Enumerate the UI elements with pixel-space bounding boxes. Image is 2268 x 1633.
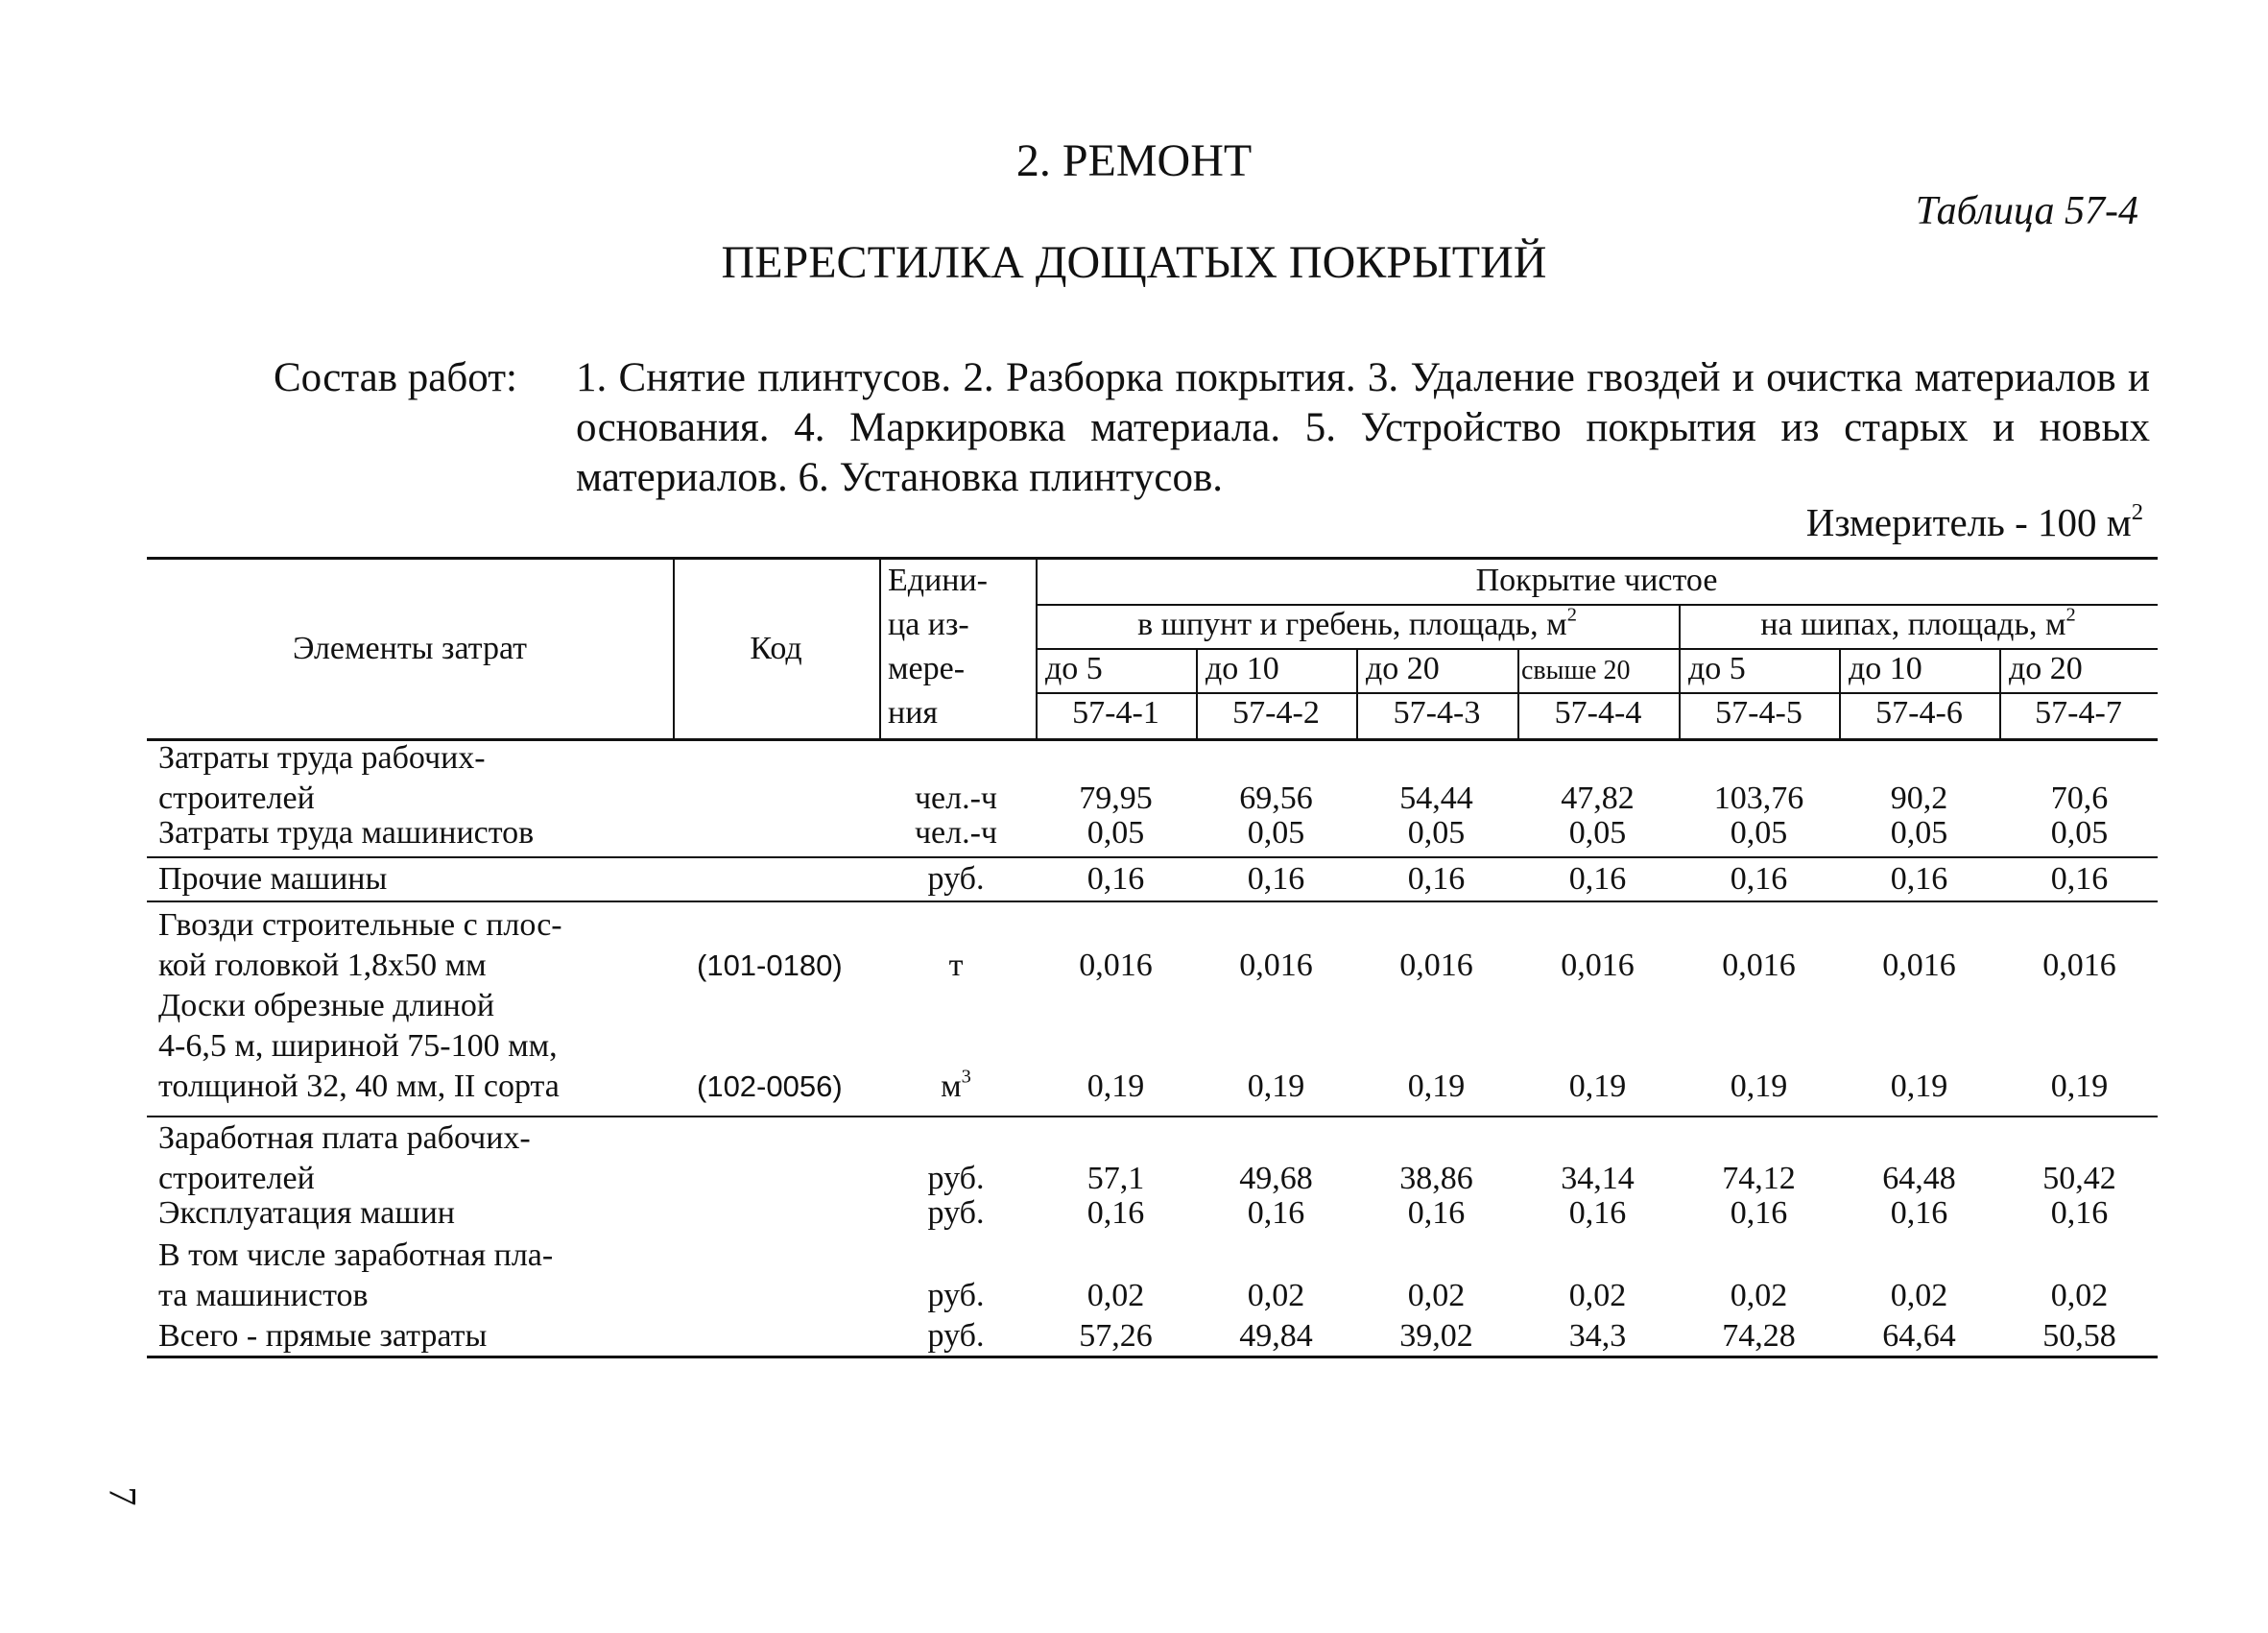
value-cell: 0,16 bbox=[1086, 1195, 1145, 1231]
row-unit-text: руб. bbox=[927, 1278, 985, 1313]
group-divider bbox=[147, 856, 2158, 858]
value-cell: 0,016 bbox=[1722, 948, 1796, 983]
row-unit-sup: 3 bbox=[961, 1066, 971, 1088]
row-unit-text: руб. bbox=[927, 1195, 985, 1231]
value-cell: 0,05 bbox=[1247, 815, 1305, 851]
value-cell: 74,12 bbox=[1722, 1161, 1796, 1196]
row-unit-text: руб. bbox=[927, 1161, 985, 1196]
header-size: до 10 bbox=[1206, 651, 1279, 686]
value-cell: 0,016 bbox=[1882, 948, 1956, 983]
value-cell: 0,05 bbox=[1730, 815, 1788, 851]
value-cell: 0,16 bbox=[2050, 1195, 2109, 1231]
table-bottom-rule bbox=[147, 1356, 2158, 1358]
divider bbox=[1036, 648, 2158, 650]
value-cell: 47,82 bbox=[1561, 780, 1635, 816]
value-cell: 74,28 bbox=[1722, 1318, 1796, 1354]
divider bbox=[879, 560, 881, 738]
row-label-line: Затраты труда машинистов bbox=[158, 815, 535, 851]
value-cell: 34,3 bbox=[1568, 1318, 1627, 1354]
value-cell: 64,48 bbox=[1882, 1161, 1956, 1196]
row-label-line: В том числе заработная пла- bbox=[158, 1237, 554, 1273]
value-cell: 0,19 bbox=[1407, 1069, 1466, 1104]
row-unit bbox=[903, 860, 1009, 899]
value-cell: 0,16 bbox=[1730, 861, 1788, 897]
value-cell: 0,16 bbox=[1086, 861, 1145, 897]
value-cell: 0,19 bbox=[1730, 1069, 1788, 1104]
row-label-line: та машинистов bbox=[158, 1278, 369, 1313]
value-cell: 57,1 bbox=[1086, 1161, 1145, 1196]
row-unit bbox=[903, 1068, 1009, 1106]
row-label-line: Доски обрезные длиной bbox=[158, 988, 495, 1023]
header-rate-code: 57-4-2 bbox=[1232, 695, 1320, 731]
header-group-main: Покрытие чистое bbox=[1475, 563, 1718, 598]
header-group-tongue-groove-text: в шпунт и гребень, площадь, м bbox=[1137, 607, 1567, 642]
value-cell: 0,02 bbox=[1890, 1278, 1948, 1313]
value-cell: 38,86 bbox=[1399, 1161, 1473, 1196]
section-title: 2. РЕМОНТ bbox=[1015, 135, 1253, 186]
value-cell: 64,64 bbox=[1882, 1318, 1956, 1354]
value-cell: 90,2 bbox=[1890, 780, 1948, 816]
value-cell: 54,44 bbox=[1399, 780, 1473, 816]
row-label-line: кой головкой 1,8х50 мм bbox=[158, 948, 487, 983]
header-unit-line: ния bbox=[888, 695, 939, 731]
header-rate-code: 57-4-1 bbox=[1072, 695, 1159, 731]
row-unit-text: руб. bbox=[927, 1318, 985, 1354]
document-title: ПЕРЕСТИЛКА ДОЩАТЫХ ПОКРЫТИЙ bbox=[721, 237, 1547, 288]
value-cell: 49,68 bbox=[1239, 1161, 1313, 1196]
row-label-line: строителей bbox=[158, 780, 315, 816]
header-group-spikes-sup: 2 bbox=[2065, 604, 2076, 626]
row-label-line: Эксплуатация машин bbox=[158, 1195, 455, 1231]
value-cell: 0,19 bbox=[1568, 1069, 1627, 1104]
unit-of-measure bbox=[1806, 499, 2143, 545]
value-cell: 0,016 bbox=[1399, 948, 1473, 983]
value-cell: 0,016 bbox=[1561, 948, 1635, 983]
row-unit bbox=[903, 814, 1009, 853]
value-cell: 0,16 bbox=[2050, 861, 2109, 897]
value-cell: 0,016 bbox=[1079, 948, 1153, 983]
header-code: Код bbox=[750, 631, 802, 666]
header-group-spikes bbox=[1679, 606, 2158, 644]
value-cell: 50,42 bbox=[2042, 1161, 2116, 1196]
row-label-line: 4-6,5 м, шириной 75-100 мм, bbox=[158, 1028, 558, 1064]
row-label-line: Затраты труда рабочих- bbox=[158, 740, 486, 776]
header-rate-code: 57-4-5 bbox=[1715, 695, 1802, 731]
value-cell: 0,016 bbox=[2042, 948, 2116, 983]
row-unit bbox=[903, 947, 1009, 985]
value-cell: 103,76 bbox=[1713, 780, 1804, 816]
value-cell: 0,02 bbox=[1568, 1278, 1627, 1313]
value-cell: 0,02 bbox=[1086, 1278, 1145, 1313]
header-size: до 20 bbox=[1366, 651, 1440, 686]
row-label-line: Заработная плата рабочих- bbox=[158, 1120, 531, 1156]
value-cell: 70,6 bbox=[2050, 780, 2109, 816]
value-cell: 0,02 bbox=[1407, 1278, 1466, 1313]
unit-of-measure-sup: 2 bbox=[2131, 498, 2143, 525]
header-rate-code: 57-4-7 bbox=[2035, 695, 2122, 731]
value-cell: 0,02 bbox=[1247, 1278, 1305, 1313]
work-composition-text: 1. Снятие плинтусов. 2. Разборка покрытия. 3. Удаление гвоздей и очистка материалов и основания. 4. Маркировка материала. 5. Устройство покрытия из старых и новых материалов. 6. Установка плинтусов. bbox=[576, 355, 2150, 500]
value-cell: 79,95 bbox=[1079, 780, 1153, 816]
value-cell: 0,19 bbox=[2050, 1069, 2109, 1104]
row-unit bbox=[903, 780, 1009, 818]
header-group-tongue-groove-sup: 2 bbox=[1566, 604, 1577, 626]
value-cell: 0,05 bbox=[1407, 815, 1466, 851]
row-unit-text: м bbox=[941, 1069, 962, 1104]
row-unit bbox=[903, 1194, 1009, 1233]
header-unit-line: мере- bbox=[888, 651, 966, 686]
table-number: Таблица 57-4 bbox=[1915, 189, 2138, 233]
row-unit-text: т bbox=[948, 948, 964, 983]
row-label-line: строителей bbox=[158, 1161, 315, 1196]
row-label-line: Гвозди строительные с плос- bbox=[158, 907, 562, 943]
value-cell: 0,16 bbox=[1890, 861, 1948, 897]
page-mark: 7 bbox=[101, 1486, 145, 1506]
header-size: до 5 bbox=[1045, 651, 1103, 686]
row-unit-text: руб. bbox=[927, 861, 985, 897]
header-rate-code: 57-4-4 bbox=[1554, 695, 1642, 731]
row-unit-text: чел.-ч bbox=[914, 815, 998, 851]
table-header bbox=[147, 557, 2158, 741]
row-unit bbox=[903, 1277, 1009, 1315]
header-elements: Элементы затрат bbox=[292, 631, 528, 666]
value-cell: 69,56 bbox=[1239, 780, 1313, 816]
row-code: (101-0180) bbox=[697, 949, 843, 982]
value-cell: 0,02 bbox=[2050, 1278, 2109, 1313]
header-group-tongue-groove bbox=[1036, 606, 1679, 644]
header-rate-code: 57-4-6 bbox=[1875, 695, 1963, 731]
header-size: до 10 bbox=[1849, 651, 1922, 686]
table-body bbox=[147, 735, 2158, 1359]
value-cell: 0,05 bbox=[2050, 815, 2109, 851]
value-cell: 39,02 bbox=[1399, 1318, 1473, 1354]
value-cell: 0,05 bbox=[1890, 815, 1948, 851]
value-cell: 57,26 bbox=[1079, 1318, 1153, 1354]
header-size: свыше 20 bbox=[1521, 656, 1631, 685]
value-cell: 0,02 bbox=[1730, 1278, 1788, 1313]
header-size: до 20 bbox=[2009, 651, 2083, 686]
header-group-spikes-text: на шипах, площадь, м bbox=[1760, 607, 2066, 642]
header-unit-line: Едини- bbox=[888, 563, 988, 598]
value-cell: 0,16 bbox=[1407, 861, 1466, 897]
row-code: (102-0056) bbox=[697, 1069, 843, 1103]
row-unit-text: чел.-ч bbox=[914, 780, 998, 816]
row-label-line: толщиной 32, 40 мм, II сорта bbox=[158, 1069, 560, 1104]
value-cell: 0,16 bbox=[1890, 1195, 1948, 1231]
row-unit bbox=[903, 1317, 1009, 1356]
group-divider bbox=[147, 1116, 2158, 1117]
value-cell: 34,14 bbox=[1561, 1161, 1635, 1196]
value-cell: 49,84 bbox=[1239, 1318, 1313, 1354]
value-cell: 0,16 bbox=[1247, 861, 1305, 897]
value-cell: 0,016 bbox=[1239, 948, 1313, 983]
header-size: до 5 bbox=[1688, 651, 1746, 686]
value-cell: 0,19 bbox=[1890, 1069, 1948, 1104]
row-label-line: Всего - прямые затраты bbox=[158, 1318, 488, 1354]
value-cell: 0,19 bbox=[1247, 1069, 1305, 1104]
header-unit-line: ца из- bbox=[888, 607, 969, 642]
value-cell: 0,05 bbox=[1568, 815, 1627, 851]
value-cell: 0,19 bbox=[1086, 1069, 1145, 1104]
value-cell: 0,05 bbox=[1086, 815, 1145, 851]
work-composition-label: Состав работ: bbox=[274, 355, 517, 400]
value-cell: 50,58 bbox=[2042, 1318, 2116, 1354]
unit-of-measure-text: Измеритель - 100 м bbox=[1805, 500, 2132, 544]
value-cell: 0,16 bbox=[1568, 861, 1627, 897]
group-divider bbox=[147, 901, 2158, 902]
row-unit bbox=[903, 1160, 1009, 1198]
value-cell: 0,16 bbox=[1247, 1195, 1305, 1231]
value-cell: 0,16 bbox=[1568, 1195, 1627, 1231]
header-rate-code: 57-4-3 bbox=[1393, 695, 1481, 731]
value-cell: 0,16 bbox=[1407, 1195, 1466, 1231]
row-label-line: Прочие машины bbox=[158, 861, 388, 897]
value-cell: 0,16 bbox=[1730, 1195, 1788, 1231]
